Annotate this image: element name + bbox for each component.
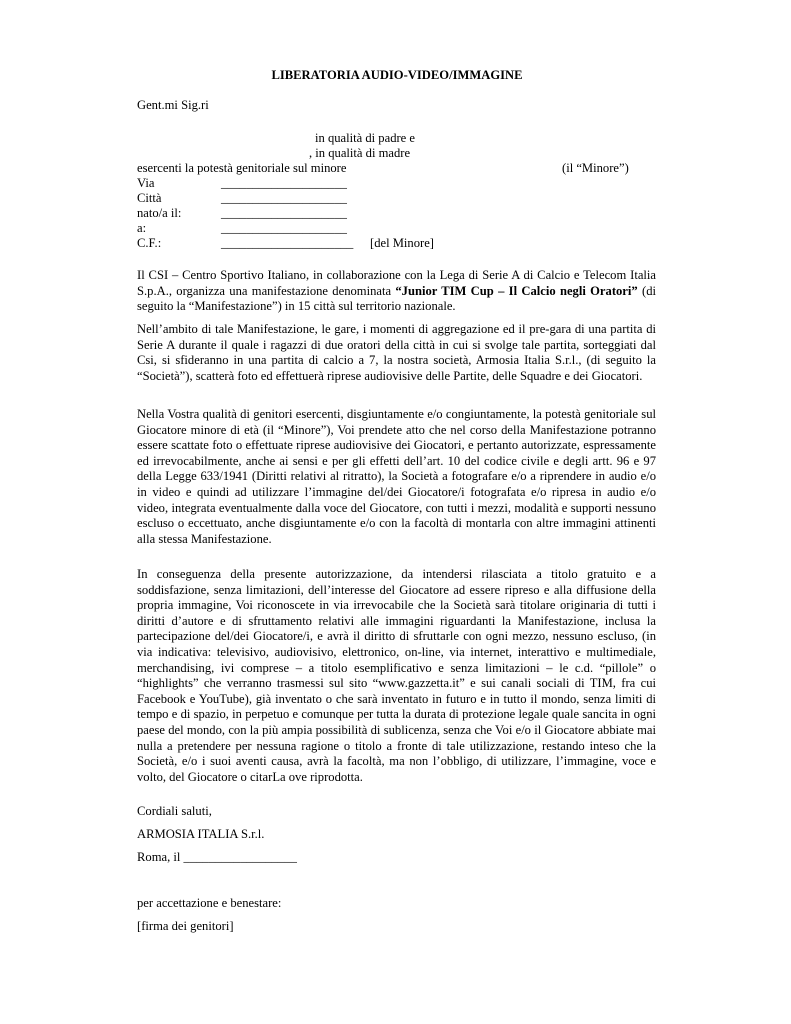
signature-line: [firma dei genitori] xyxy=(137,919,234,933)
place-date: Roma, il __________________ xyxy=(137,850,297,864)
field-birthplace-blank: ____________________ xyxy=(221,221,347,235)
mother-line: , in qualità di madre xyxy=(309,146,411,160)
paragraph-intro-a: Il CSI – Centro Sportivo Italiano, in collaborazione con la Lega di Serie A di Calcio e Telecom Italia S.p.A., organizza una manifestazione denominata xyxy=(137,268,656,298)
father-line: in qualità di padre e xyxy=(315,131,416,145)
event-name: “Junior TIM Cup – Il Calcio negli Oratori” xyxy=(395,283,638,298)
field-cf-suffix: [del Minore] xyxy=(370,236,434,250)
paragraph-event: Nell’ambito di tale Manifestazione, le gare, i momenti di aggregazione ed il pre-gara di una partita di Serie A durante il quale i ragazzi di due oratori della città in cui si svolge tale partita, sorteggiati dal Csi, si sfideranno in una partita di calcio a 7, la nostra società, Armosia Italia S.r.l., (di seguito la “Società”), scatterà foto ed effettuerà riprese audiovisive delle Partite, delle Squadre e dei Giocatori. xyxy=(137,322,656,383)
paragraph-intro xyxy=(137,268,656,315)
salutation: Gent.mi Sig.ri xyxy=(137,98,209,112)
field-birthplace-label: a: xyxy=(137,221,147,235)
company-name: ARMOSIA ITALIA S.r.l. xyxy=(137,827,265,841)
closing: Cordiali saluti, xyxy=(137,804,212,818)
field-birthdate-blank: ____________________ xyxy=(221,206,347,220)
paragraph-authorization: Nella Vostra qualità di genitori esercenti, disgiuntamente e/o congiuntamente, la potestà genitoriale sul Giocatore minore di età (il “Minore”), Voi prendete atto che nel corso della Manifestazione potranno essere scattate foto o effettuate riprese audiovisive dei Giocatori, e pertanto autorizzate, espressamente ed irrevocabilmente, anche ai sensi e per gli effetti dell’art. 10 del codice civile e degli artt. 96 e 97 della Legge 633/1941 (Diritti relativi al ritratto), la Società a fotografare e/o a riprendere in audio e/o in video e quindi ad utilizzare l’immagine del/dei Giocatore/i fotografata e/o ripresa in audio e/o video, integrata eventualmente dalla voce del Giocatore, con tutti i mezzi, modalità e supporti nessuno escluso o eccettuato, anche disgiuntamente e/o con la facoltà di montarla con altre immagini attinenti alla stessa Manifestazione. xyxy=(137,407,656,546)
guardians-line: esercenti la potestà genitoriale sul minore xyxy=(137,161,347,175)
field-cf-blank: _____________________ xyxy=(221,236,354,250)
paragraph-rights: In conseguenza della presente autorizzazione, da intendersi rilasciata a titolo gratuito e a soddisfazione, senza limitazioni, dell’interesse del Giocatore ad essere ripreso e alla diffusione della propria immagine, Voi riconoscete in via irrevocabile che la Società sarà titolare originaria di tutti i diritti d’autore e di sfruttamento relativi alle immagini riguardanti la Manifestazione, inclusa la partecipazione del/dei Giocatore/i, e avrà il diritto di sfruttarle con ogni mezzo, nessuno escluso, (in via indicativa: televisivo, audiovisivo, elettronico, on-line, via internet, interattivo e multimediale, merchandising, ivi comprese – a titolo esemplificativo e senza limitazioni – le c.d. “pillole” o “highlights” che verranno trasmessi sul sito “www.gazzetta.it” e sui canali sociali di TIM, fra cui Facebook e YouTube), già inventato o che sarà inventato in futuro e in tutto il mondo, senza limiti di tempo e di spazio, in perpetuo e comunque per tutta la durata di protezione legale quale sancita in ogni paese del mondo, con la più ampia possibilità di sublicenza, senza che Voi e/o il Giocatore abbiate mai nulla a pretendere per nessuna ragione o titolo a fronte di tale utilizzazione, restando inteso che la Società, e/o i suoi aventi causa, avrà la facoltà, ma non l’obbligo, di utilizzare, l’immagine, voce e volto, del Giocatore o citarLa ove riprodotta. xyxy=(137,567,656,784)
acceptance-line: per accettazione e benestare: xyxy=(137,896,282,910)
minor-label: (il “Minore”) xyxy=(562,161,629,175)
field-citta-label: Città xyxy=(137,191,162,205)
paragraph-intro-b: (di seguito la “Manifestazione”) in 15 città sul territorio nazionale. xyxy=(137,283,656,314)
field-birthdate-label: nato/a il: xyxy=(137,206,182,220)
field-citta-blank: ____________________ xyxy=(221,191,347,205)
field-cf-label: C.F.: xyxy=(137,236,162,250)
field-via-blank: ____________________ xyxy=(221,176,347,190)
field-via-label: Via xyxy=(137,176,155,190)
document-title: LIBERATORIA AUDIO-VIDEO/IMMAGINE xyxy=(271,68,523,82)
